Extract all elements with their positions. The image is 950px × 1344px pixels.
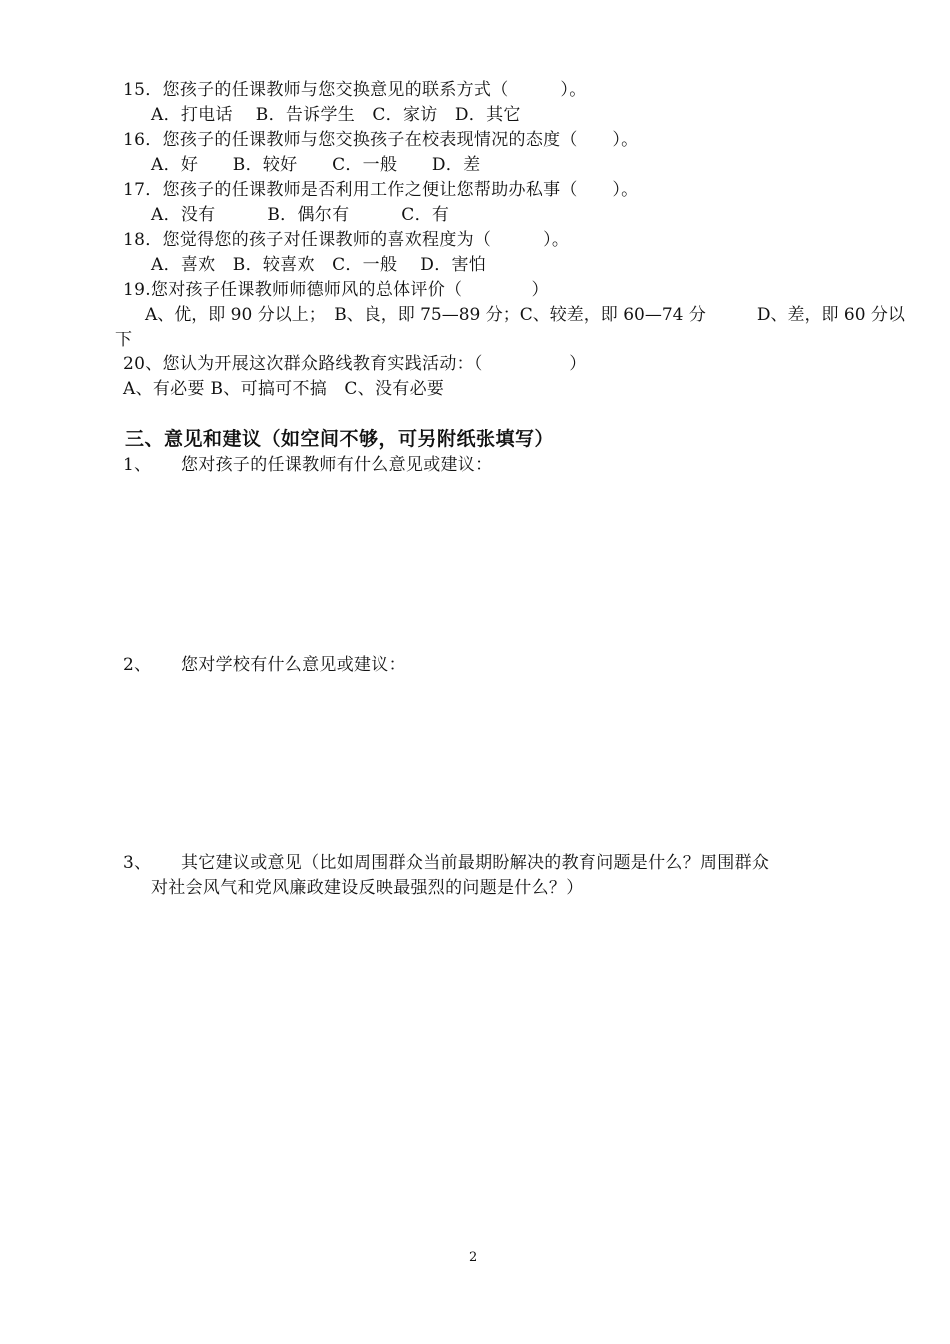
question-18-options: A．喜欢 B．较喜欢 C．一般 D．害怕 bbox=[151, 255, 487, 275]
question-19-options: A、优，即 90 分以上； B、良，即 75—89 分；C、较差，即 60—74 分 D、差，即 60 分以 bbox=[145, 305, 905, 325]
question-20-prompt: 20、您认为开展这次群众路线教育实践活动：（ ） bbox=[123, 354, 587, 374]
suggestion-1-number: 1、 bbox=[123, 455, 152, 475]
suggestion-3-text: 其它建议或意见（比如周围群众当前最期盼解决的教育问题是什么？周围群众 bbox=[181, 853, 770, 873]
suggestion-2-text: 您对学校有什么意见或建议： bbox=[181, 655, 406, 675]
question-17-prompt: 17．您孩子的任课教师是否利用工作之便让您帮助办私事（ ）。 bbox=[123, 180, 639, 200]
question-17-options: A．没有 B．偶尔有 C．有 bbox=[151, 205, 450, 225]
section-3-heading: 三、意见和建议（如空间不够，可另附纸张填写） bbox=[125, 428, 555, 450]
question-15-prompt: 15．您孩子的任课教师与您交换意见的联系方式（ ）。 bbox=[123, 80, 587, 100]
suggestion-3-number: 3、 bbox=[123, 853, 152, 873]
question-19-prompt: 19.您对孩子任课教师师德师风的总体评价（ ） bbox=[123, 280, 549, 300]
question-16-options: A．好 B．较好 C．一般 D．差 bbox=[151, 155, 481, 175]
suggestion-1-text: 您对孩子的任课教师有什么意见或建议： bbox=[181, 455, 493, 475]
question-16-prompt: 16．您孩子的任课教师与您交换孩子在校表现情况的态度（ ）。 bbox=[123, 130, 639, 150]
question-19-options-wrap: 下 bbox=[115, 330, 133, 350]
page-number: 2 bbox=[469, 1250, 478, 1265]
question-18-prompt: 18．您觉得您的孩子对任课教师的喜欢程度为（ ）。 bbox=[123, 230, 570, 250]
question-15-options: A．打电话 B．告诉学生 C．家访 D．其它 bbox=[151, 105, 521, 125]
suggestion-2-number: 2、 bbox=[123, 655, 152, 675]
question-20-options: A、有必要 B、可搞可不搞 C、没有必要 bbox=[123, 379, 445, 399]
suggestion-3-text-continued: 对社会风气和党风廉政建设反映最强烈的问题是什么？） bbox=[151, 878, 584, 898]
